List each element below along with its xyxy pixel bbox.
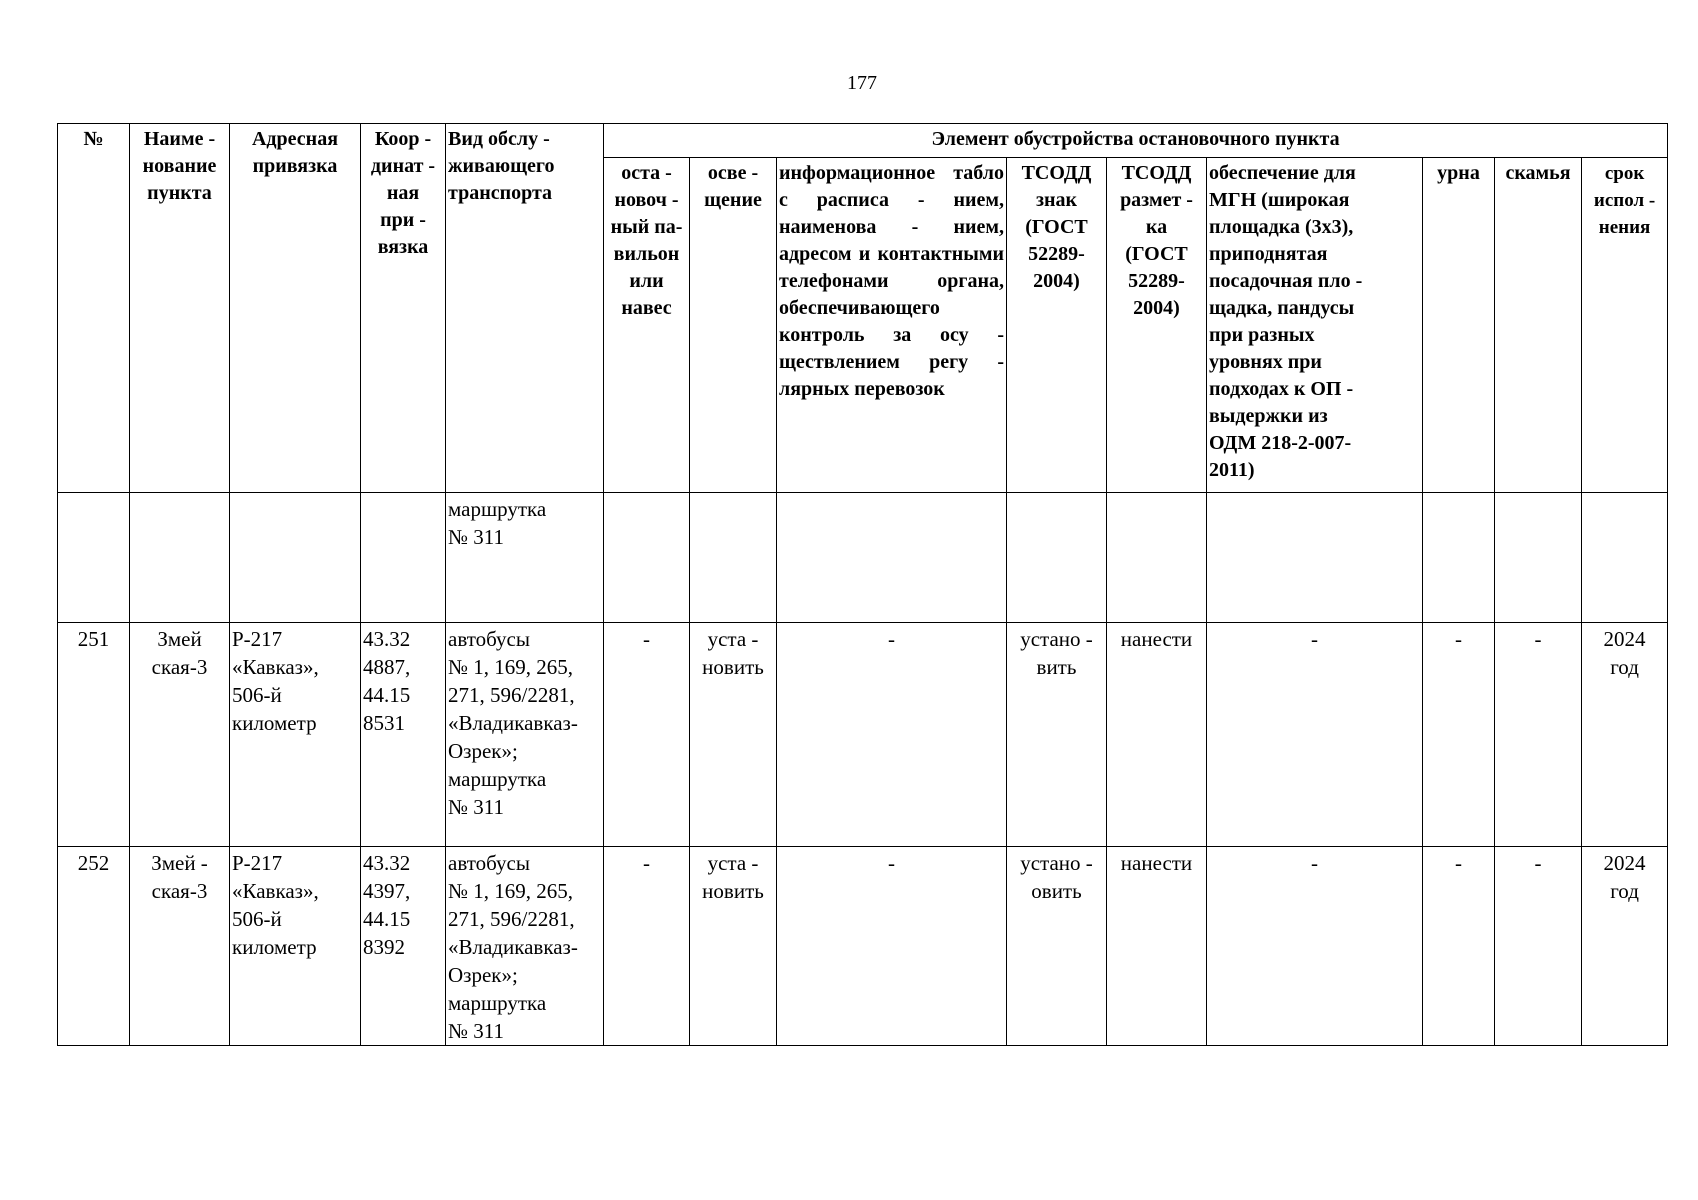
cell-name: [130, 493, 230, 623]
header-name: Наиме - нование пункта: [130, 124, 230, 493]
cell-transport: автобусы № 1, 169, 265, 271, 596/2281, «Владикавказ- Озрек»; маршрутка № 311: [446, 623, 604, 847]
cell-tsodd-sign: [1007, 493, 1107, 623]
cell-address: [230, 493, 361, 623]
cell-no: 252: [58, 847, 130, 1046]
cell-transport: автобусы № 1, 169, 265, 271, 596/2281, «Владикавказ- Озрек»; маршрутка № 311: [446, 847, 604, 1046]
cell-mgn: [1207, 493, 1423, 623]
cell-bench: -: [1495, 847, 1582, 1046]
cell-coords: 43.32 4397, 44.15 8392: [361, 847, 446, 1046]
cell-tsodd-sign: устано - вить: [1007, 623, 1107, 847]
cell-address: Р-217 «Кавказ», 506-й километр: [230, 623, 361, 847]
header-row-1: [58, 124, 1668, 158]
cell-mgn: -: [1207, 847, 1423, 1046]
cell-name: Змей - ская-3: [130, 847, 230, 1046]
cell-pavilion: -: [604, 623, 690, 847]
page-number: 177: [847, 72, 877, 94]
cell-lighting: уста - новить: [690, 623, 777, 847]
cell-lighting: [690, 493, 777, 623]
header-transport: Вид обслу - живающего транспорта: [446, 124, 604, 493]
cell-info-board: [777, 493, 1007, 623]
table-row: [58, 493, 1668, 623]
cell-no: [58, 493, 130, 623]
cell-pavilion: [604, 493, 690, 623]
header-deadline: срок испол - нения: [1582, 158, 1668, 493]
cell-bench: [1495, 493, 1582, 623]
header-coords: Коор - динат - ная при - вязка: [361, 124, 446, 493]
header-address: Адресная привязка: [230, 124, 361, 493]
cell-info-board: -: [777, 847, 1007, 1046]
cell-coords: [361, 493, 446, 623]
header-urn: урна: [1423, 158, 1495, 493]
header-bench: скамья: [1495, 158, 1582, 493]
cell-urn: -: [1423, 847, 1495, 1046]
cell-name: Змей ская-3: [130, 623, 230, 847]
cell-urn: [1423, 493, 1495, 623]
header-lighting: осве - щение: [690, 158, 777, 493]
header-info-board: информационное табло с расписа - нием, наименова - нием, адресом и контактными телефонами органа, обеспечивающего контроль за осу - ществлением регу - лярных перевозок: [777, 158, 1007, 493]
header-no: №: [58, 124, 130, 493]
table-row: [58, 623, 1668, 847]
cell-deadline: 2024 год: [1582, 623, 1668, 847]
table-row: [58, 847, 1668, 1046]
cell-info-board: -: [777, 623, 1007, 847]
cell-mgn: -: [1207, 623, 1423, 847]
header-pavilion: оста - новоч - ный па- вильон или навес: [604, 158, 690, 493]
cell-tsodd-marking: [1107, 493, 1207, 623]
cell-urn: -: [1423, 623, 1495, 847]
cell-address: Р-217 «Кавказ», 506-й километр: [230, 847, 361, 1046]
cell-deadline: [1582, 493, 1668, 623]
header-mgn: обеспечение для МГН (широкая площадка (3х3), приподнятая посадочная пло - щадка, пандусы при разных уровнях при подходах к ОП - выдержки из ОДМ 218-2-007- 2011): [1207, 158, 1423, 493]
cell-tsodd-marking: нанести: [1107, 847, 1207, 1046]
header-group: Элемент обустройства остановочного пункта: [604, 124, 1668, 158]
cell-tsodd-marking: нанести: [1107, 623, 1207, 847]
cell-lighting: уста - новить: [690, 847, 777, 1046]
header-tsodd-sign: ТСОДД знак (ГОСТ 52289- 2004): [1007, 158, 1107, 493]
cell-coords: 43.32 4887, 44.15 8531: [361, 623, 446, 847]
cell-bench: -: [1495, 623, 1582, 847]
cell-no: 251: [58, 623, 130, 847]
header-tsodd-marking: ТСОДД размет - ка (ГОСТ 52289- 2004): [1107, 158, 1207, 493]
cell-tsodd-sign: устано - овить: [1007, 847, 1107, 1046]
cell-pavilion: -: [604, 847, 690, 1046]
bus-stop-table: [57, 123, 1668, 1046]
cell-transport: маршрутка № 311: [446, 493, 604, 623]
cell-deadline: 2024 год: [1582, 847, 1668, 1046]
